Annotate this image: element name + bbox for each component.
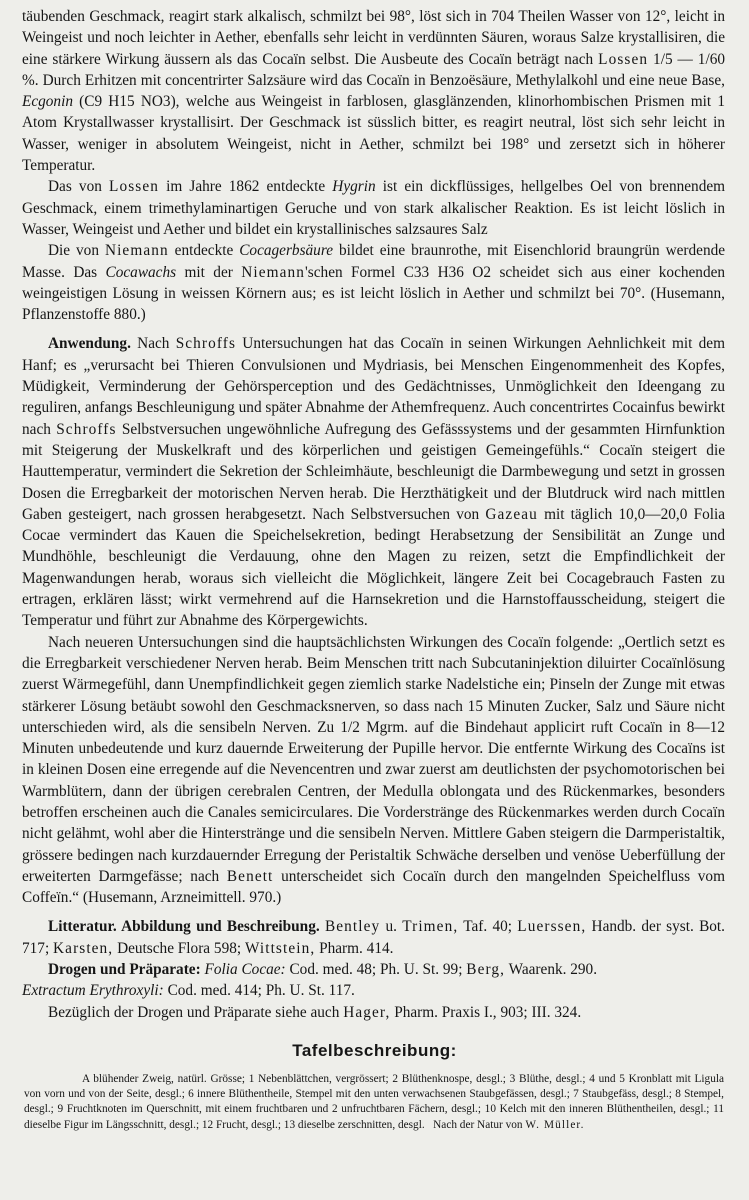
author-name: Niemann (241, 263, 306, 281)
paragraph-litteratur (22, 916, 725, 959)
substance-name: Ecgonin (22, 93, 73, 111)
text: u. (385, 918, 397, 936)
text: täubenden Geschmack, reagirt stark alkalisch, schmilzt bei 98°, löst sich in 704 Theilen Wasser von 12°, leicht in Weingeist und noch leichter in Aether, ebenfalls sehr leicht in verdünnten Säuren, woraus Salze krystallisiren, die eine stärkere Wirkung äussern als das Cocaïn selbst. Die Ausbeute des Cocaïn beträgt nach (22, 8, 725, 68)
section-heading: Drogen und Präparate: (48, 961, 201, 979)
author-name: Gazeau (485, 505, 538, 523)
text: Durch Erhitzen mit concentrirter Salzsäure wird das Cocaïn in Benzoësäure, Methylalkohl und eine neue Base, (42, 71, 725, 89)
paragraph-neuere-untersuchungen (22, 632, 725, 909)
author-name: Karsten, (53, 939, 114, 957)
text: Nach der Natur von (433, 1118, 523, 1131)
chemical-formula: C33 H36 O2 (403, 263, 492, 281)
text: A blühender Zweig, natürl. Grösse; 1 Nebenblättchen, vergrössert; 2 Blüthenknospe, desgl.; 3 Blüthe, desgl.; 4 und 5 Kronblatt mit Ligula von vorn und von der Seite, desgl.; 6 innere Blüthentheile, Stempel mit den unten verwachsenen Staubgefässen, desgl.; 7 Staubgefäss, desgl.; 8 Stempel, desgl.; 9 Fruchtknoten im Querschnitt, mit einem fruchtbaren und 2 unfruchtbaren Fächern, desgl.; 10 Kelch mit den inneren Blüthentheilen, desgl.; 11 dieselbe Figur im Längsschnitt, desgl.; 12 Frucht, desgl.; 13 dieselbe zerschnitten, desgl. (24, 1073, 724, 1131)
text: Mgrm. auf die Bindehaut applicirt ruft Cocaïn in 8—12 Minuten unbedeutende und kurz dauernde Erweiterung der Pupille hervor. Die entfernte Wirkung des Cocaïns ist in kleinen Dosen eine erregende auf die Nevencentren und zwar zuerst am deutlichsten der psychomotorischen bei Warmblütern, dann der übrigen cerebralen Centren, der Medulla oblongata und des Rückenmarkes, besonders betroffen erscheinen auch die Canales semicirculares. Die Vorderstränge des Rückenmarkes werden durch Cocaïn nicht gelähmt, wohl aber die Hinterstränge und die sensibeln Nerven. Mittlere Gaben steigern die Darmperistaltik, grössere bedingen nach kurzdauernder Erregung der Peristaltik Schwäche derselben und venöse Ueberfüllung der erweiterten Darmgefässe; nach (22, 718, 725, 885)
text: Deutsche Flora 598; (117, 939, 242, 957)
text: Cod. med. 414; Ph. U. St. 117. (167, 982, 355, 1000)
text: Untersuchungen hat das Cocaïn in seinen Wirkungen Aehnlichkeit mit dem Hanf; es „verursacht bei Thieren Convulsionen und Mydriasis, bei Menschen Eingenommenheit des Kopfes, Müdigkeit, Verminderung der Gehörsperception und des Gedächtnisses, Unmöglichkeit den Ideengang zu reguliren, anfangs Beschleunigung und später Abnahme der Athemfrequenz. Auch concentrirtes Cocainfus bewirkt nach (22, 335, 726, 438)
text: mit der (184, 263, 233, 281)
paragraph-cocain-properties (22, 6, 725, 176)
text: entdeckte (174, 242, 234, 260)
author-name: Bentley (324, 918, 381, 936)
artist-name: W. Müller. (525, 1118, 585, 1131)
text: scheidet sich aus einer kochenden weingeistigen Lösung in weissen Körnern aus; es ist leicht löslich in Aether und schmilzt bei 70°. (Husemann, Pflanzenstoffe 880.) (22, 263, 726, 324)
fraction: 1/2 (340, 718, 360, 736)
text: Waarenk. 290. (508, 961, 598, 979)
substance-name: Cocawachs (105, 263, 177, 281)
author-name: Schroffs (175, 335, 237, 353)
text: mit täglich 10,0—20,0 Folia Cocae vermindert das Kauen die Speichelsekretion, bedingt Herabsetzung der Sensibilität an Zunge und Mundhöhle, beschleunigt die Verdauung, ohne den Magen zu reizen, setzt die Empfindlichkeit der Magenwandungen herab, woraus sich vielleicht die Möglichkeit, längere Zeit bei Cocagebrauch Fasten zu ertragen, erklären lässt; wirkt vermehrend auf die Harnsekretion und die Harnstoffausscheidung, steigert die Temperatur und führt zur Abnahme des Körpergewichts. (22, 505, 726, 630)
text: Pharm. Praxis I., 903; III. 324. (394, 1003, 582, 1021)
author-name: Wittstein, (244, 939, 316, 957)
text: Nach (137, 335, 170, 353)
author-name: Hager, (343, 1003, 391, 1021)
author-name: Berg, (466, 961, 506, 979)
plate-description (24, 1072, 724, 1133)
body-text (22, 6, 725, 1023)
text: welche aus Weingeist in farblosen, glasglänzenden, klinorhombischen Prismen mit 1 Atom Krystallwasser krystallisirt. Der Geschmack ist süsslich bitter, es reagirt neutral, löst sich sehr leicht in Wasser, weniger in absolutem Weingeist, nicht in Aether, schmilzt bei 198° und zersetzt sich in höherer Temperatur. (22, 93, 725, 175)
text: im Jahre 1862 entdeckte (166, 178, 326, 196)
text: unterscheidet sich Cocaïn durch den mangelnden Speichelfluss vom Coffeïn.“ (Husemann, Arzneimittell. 970.) (22, 867, 725, 907)
author-name: Benett (226, 867, 274, 885)
author-name: Niemann (104, 242, 169, 260)
author-name: Luerssen, (517, 918, 587, 936)
text: 'schen Formel (305, 263, 396, 281)
text: ist ein dickflüssiges, hellgelbes Oel von brennendem Geschmack, einem trimethylaminartigen Geruche und von stark alkalischer Reaktion. Es ist leicht löslich in Wasser, Weingeist und Aether und bildet ein krystallinisches salzsaures Salz (22, 178, 726, 238)
text: bildet eine braunrothe, mit Eisenchlorid braungrün werdende Masse. Das (22, 242, 726, 281)
text: Bezüglich der Drogen und Präparate siehe auch (48, 1003, 340, 1021)
text: Taf. 40; (463, 918, 513, 936)
paragraph-drogen (22, 959, 725, 1002)
plate-description-title: Tafelbeschreibung: (292, 1041, 457, 1060)
author-name: Trimen, (402, 918, 459, 936)
text: Die von (48, 242, 99, 260)
substance-name: Cocagerbsäure (239, 242, 333, 260)
text: Cod. med. 48; Ph. U. St. 99; (289, 961, 463, 979)
author-name: Schroffs (56, 420, 117, 438)
paragraph-hygrin (22, 176, 725, 240)
paragraph-anwendung (22, 333, 725, 631)
author-name: Lossen (109, 178, 159, 196)
text: Nach neueren Untersuchungen sind die hauptsächlichsten Wirkungen des Cocaïn folgende: „Oertlich setzt es die Erregbarkeit verschiedener Nerven herab. Beim Menschen tritt nach Subcutaninjektion diluirter Cocaïnlösung zuerst Wärmegefühl, dann Unempfindlichkeit gegen ziemlich starke Nadelstiche ein; Pinseln der Zunge mit etwas stärkerer Lösung betäubt sowohl den Geschmacksnerven, so dass nach 15 Minuten Zucker, Salz und Säure nicht unterschieden wird, als die sensibeln Nerven. Zu (22, 633, 725, 736)
text: Pharm. 414. (319, 939, 394, 957)
paragraph-cocagerbsaeure (22, 240, 725, 325)
drug-name: Extractum Erythroxyli: (22, 982, 164, 1000)
chemical-formula: (C9 H15 NO3), (79, 93, 180, 111)
text: Das von (48, 178, 102, 196)
text: Handb. der syst. Bot. 717; (22, 918, 725, 957)
substance-name: Hygrin (332, 178, 376, 196)
text: Selbstversuchen ungewöhnliche Aufregung des Gefässsystems und der gesammten Hirnfunktion mit Steigerung der Muskelkraft und des körperlichen und geistigen Gemeingefühls.“ Cocaïn steigert die Hauttemperatur, vermindert die Sekretion der Schleimhäute, beschleunigt die Darmbewegung und setzt in grossen Dosen die Erregbarkeit der motorischen Nerven herab. Die Herzthätigkeit und der Blutdruck wird nach mittlen Gaben gesteigert, nach grossen herabgesetzt. Nach Selbstversuchen von (22, 420, 726, 523)
plate-description-text (24, 1072, 724, 1133)
paragraph-bezueglich (22, 1002, 725, 1023)
section-heading: Anwendung. (48, 335, 131, 353)
section-heading: Litteratur. Abbildung und Beschreibung. (48, 918, 320, 936)
yield-ratio: 1/5 — 1/60 %. (22, 50, 726, 89)
author-name: Lossen (598, 50, 649, 68)
drug-name: Folia Cocae: (204, 961, 286, 979)
